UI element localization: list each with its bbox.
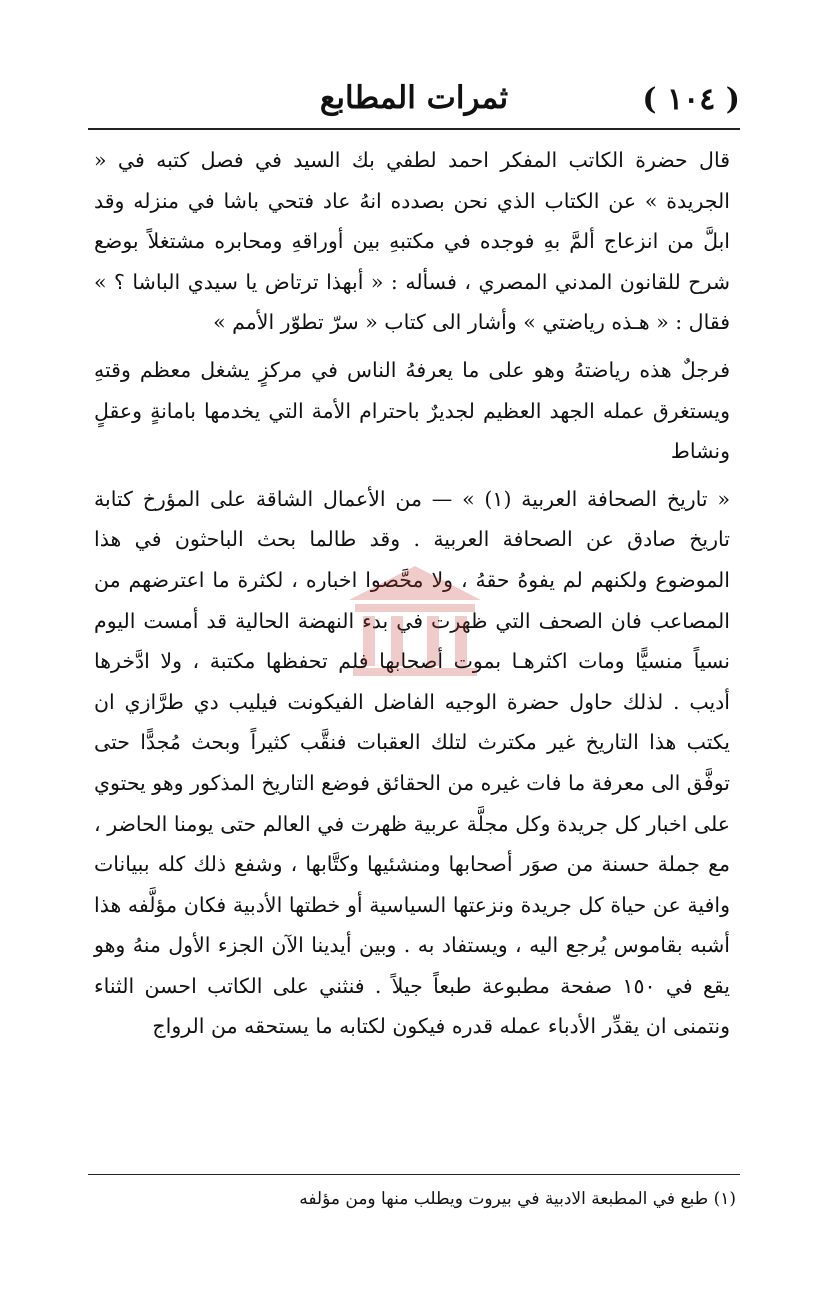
running-title: ثمرات المطابع xyxy=(319,80,509,116)
footnote-rule xyxy=(88,1174,740,1175)
body-text xyxy=(94,140,730,1047)
page-number: ( ١٠٤ ) xyxy=(642,82,740,117)
paragraph-press-history: « تاريخ الصحافة العربية (١) » — من الأعمال الشاقة على المؤرخ كتابة تاريخ صادق عن الصحافة العربية . وقد طالما بحث الباحثون في هذا الموضوع ولكنهم لم يفوهُ حقهُ ، ولا محَّصوا اخباره ، لكثرة ما اعترضهم من المصاعب فان الصحف التي ظهرت في بدء النهضة الحالية قد أمست اليوم نسياً منسيًّا ومات اكثرهـا بموت أصحابها فلم تحفظها مكتبة ، ولا ادَّخرها أديب . لذلك حاول حضرة الوجيه الفاضل الفيكونت فيليب دي طرَّازي ان يكتب هذا التاريخ غير مكترث لتلك العقبات فنقَّب كثيراً وبحث مُجدًّا حتى توفَّق الى معرفة ما فات غيره من الحقائق فوضع التاريخ المذكور وهو يحتوي على اخبار كل جريدة وكل مجلَّة عربية ظهرت في العالم حتى يومنا الحاضر ، مع جملة حسنة من صوَر أصحابها ومنشئيها وكتَّابها ، وشفع ذلك كله ببيانات وافية عن حياة كل جريدة ونزعتها السياسية أو خطتها الأدبية فكان مؤلَّفه هذا أشبه بقاموس يُرجع اليه ، ويستفاد به . وبين أيدينا الآن الجزء الأول منهُ وهو يقع في ١٥٠ صفحة مطبوعة طبعاً جيلاً . فنثني على الكاتب احسن الثناء ونتمنى ان يقدِّر الأدباء عمله قدره فيكون لكتابه ما يستحقه من الرواج xyxy=(94,486,731,1039)
paragraph-lutfi-quote: قال حضرة الكاتب المفكر احمد لطفي بك السيد في فصل كتبه في « الجريدة » عن الكتاب الذي نحن بصدده انهُ عاد فتحي باشا في منزله وقد ابلَّ من انزعاج ألمَّ بهِ فوجده في مكتبهِ بين أوراقهِ ومحابره مشتغلاً بوضع شرح للقانون المدني المصري ، فسأله : « أبهذا ترتاض يا سيدي الباشا ؟ » فقال : « هـذه رياضتي » وأشار الى كتاب « سرّ تطوّر الأمم » xyxy=(94,148,730,335)
paragraph-praise: فرجلٌ هذه رياضتهُ وهو على ما يعرفهُ الناس في مركزٍ يشغل معظم وقتهِ ويستغرق عمله الجهد العظيم لجديرٌ باحترام الأمة التي يخدمها بامانةٍ وعقلٍ ونشاط xyxy=(94,357,730,464)
page-header xyxy=(88,76,740,128)
header-rule xyxy=(88,128,740,130)
footnote: (١) طبع في المطبعة الادبية في بيروت ويطلب منها ومن مؤلفه xyxy=(299,1189,736,1209)
